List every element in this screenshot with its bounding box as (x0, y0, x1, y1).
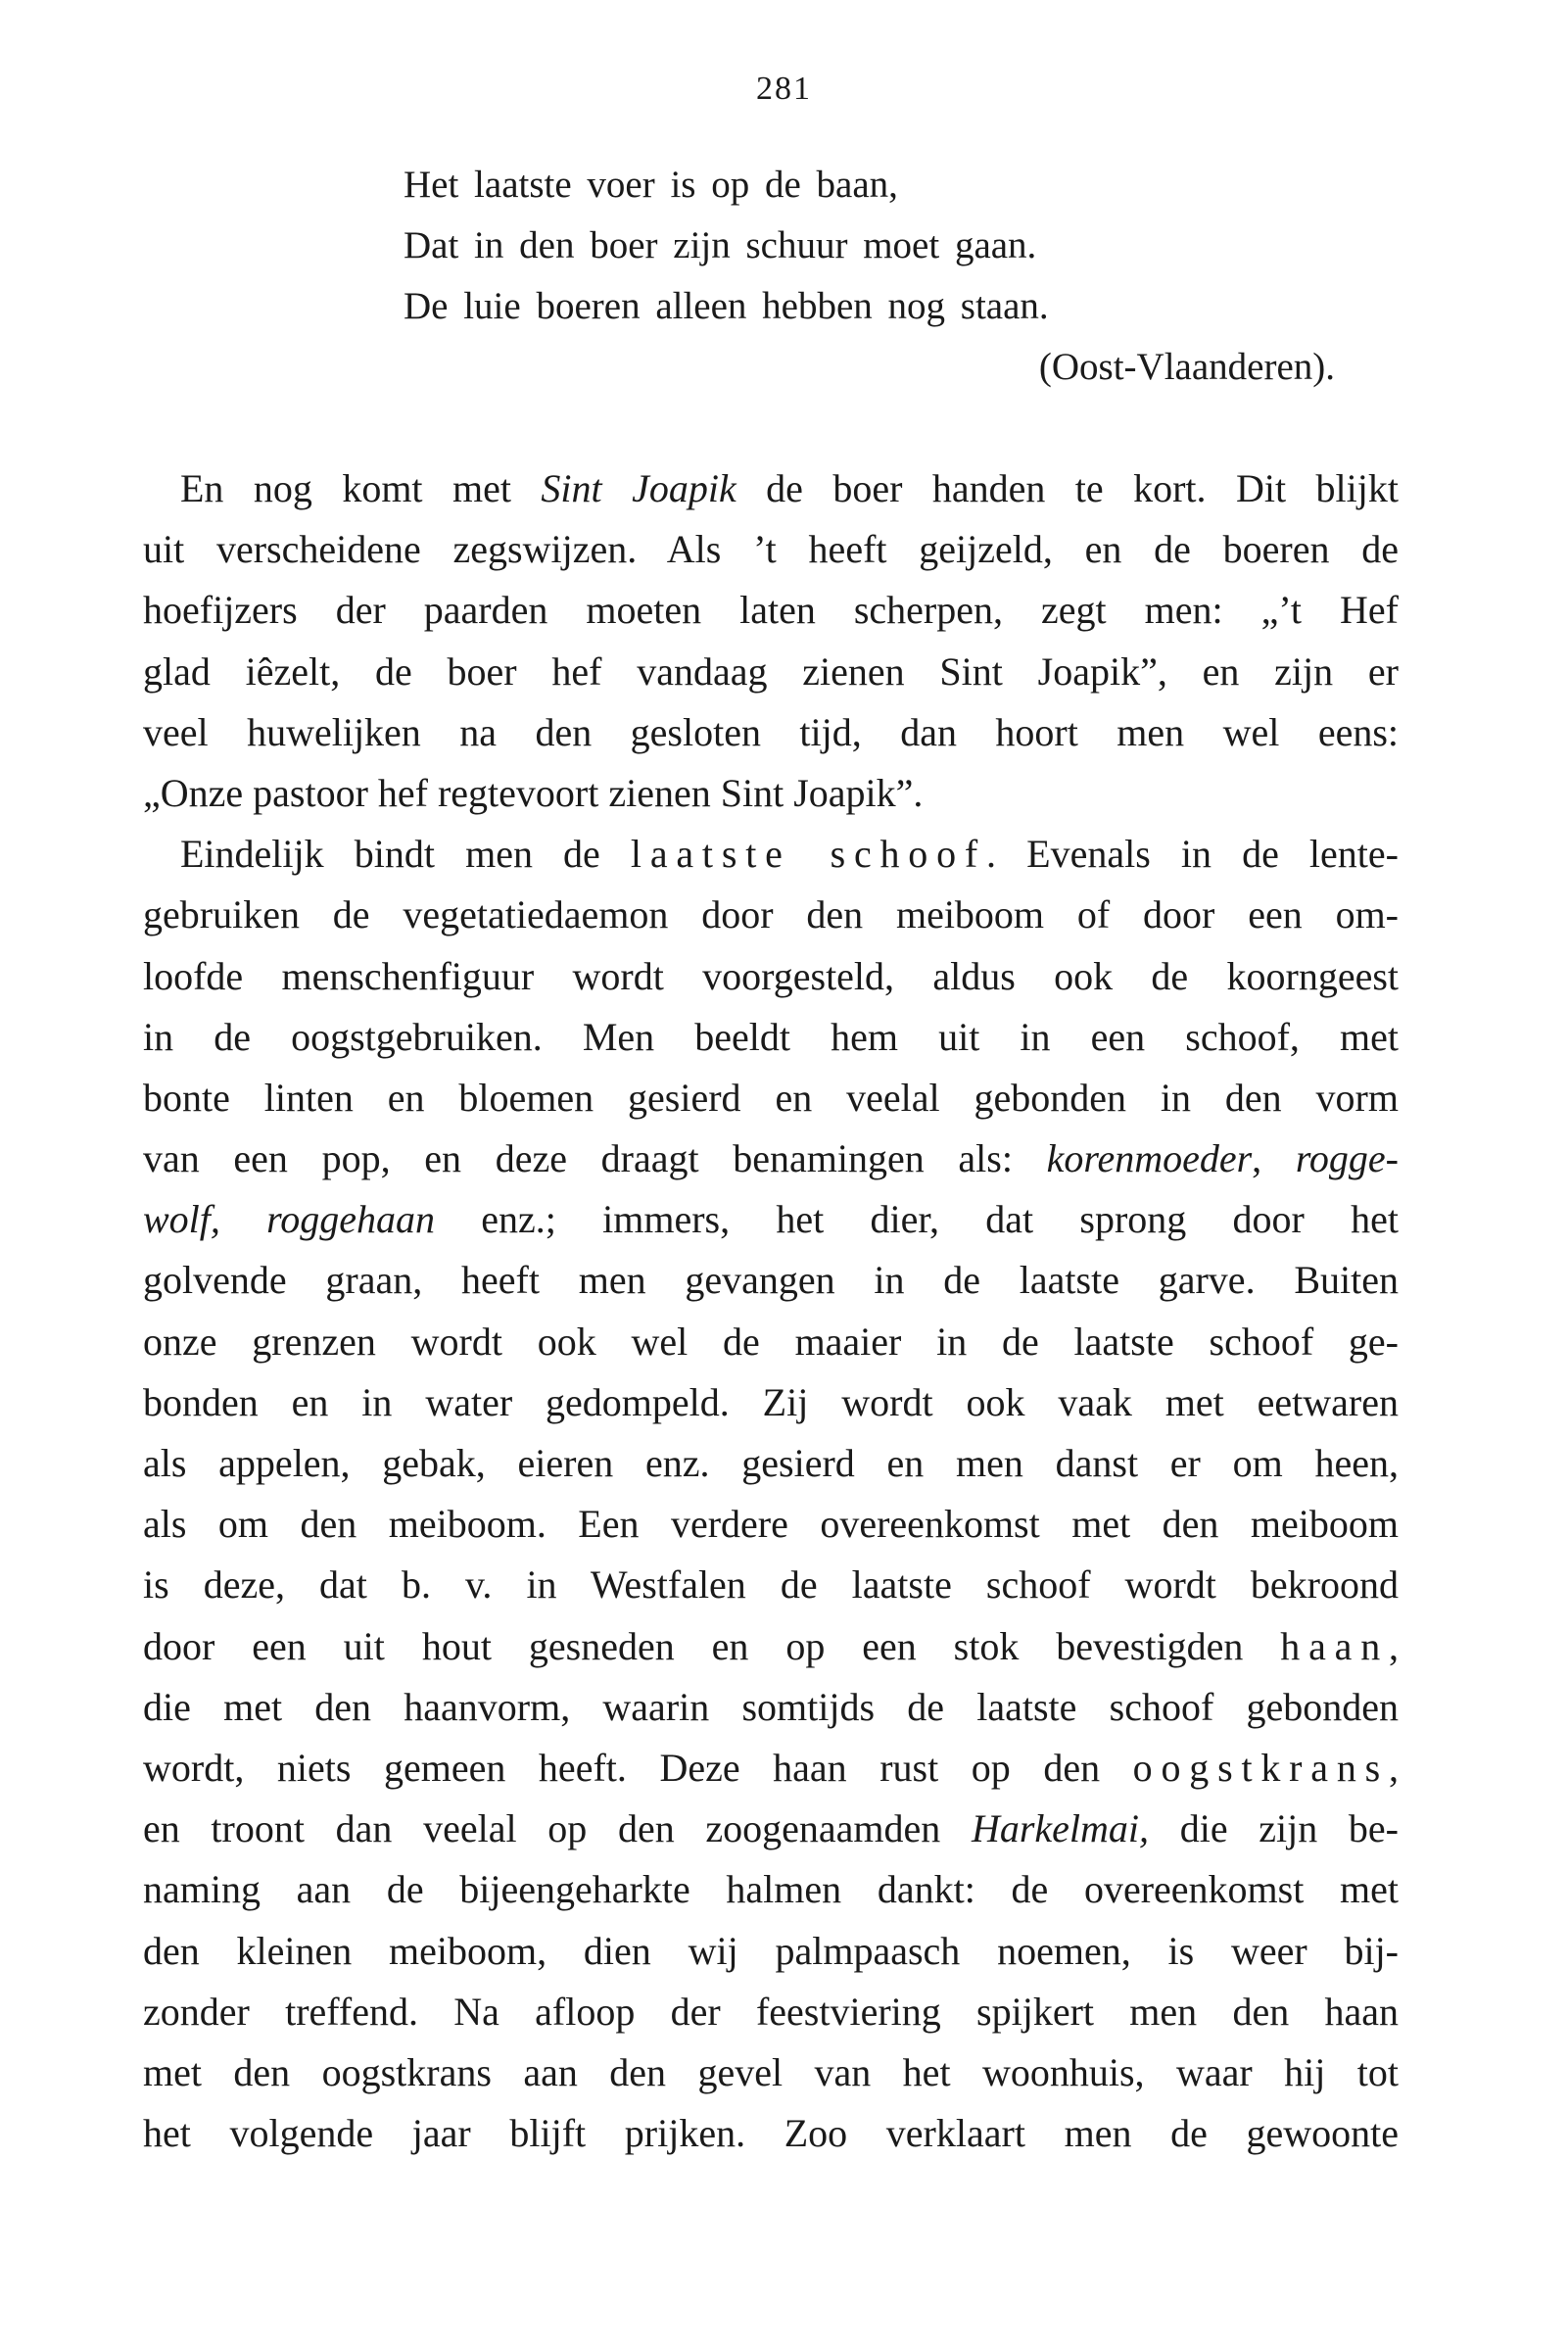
body-text-line (143, 1189, 1399, 1250)
body-text-line (143, 946, 1399, 1007)
text-segment: bonte linten en bloemen gesierd en veelal gebonden in den vorm (143, 1075, 1399, 1120)
italic-text: Harkelmai, (971, 1806, 1150, 1851)
text-segment: door een uit hout gesneden en op een stok bevestigden (143, 1623, 1281, 1668)
body-text-line (143, 1372, 1399, 1433)
text-segment: loofde menschenfiguur wordt voorgesteld, aldus ook de koorngeest (143, 953, 1399, 998)
text-segment: die zijn be- (1149, 1806, 1399, 1851)
body-text-line (143, 519, 1399, 580)
body-text-line (143, 1312, 1399, 1372)
spaced-text: laatste schoof (630, 832, 987, 877)
text-segment: van een pop, en deze draagt benamingen als: (143, 1136, 1047, 1181)
text-segment: . Evenals in de lente- (986, 832, 1399, 877)
text-segment: in de oogstgebruiken. Men beeldt hem uit in een schoof, met (143, 1014, 1399, 1059)
text-segment: is deze, dat b. v. in Westfalen de laatste schoof wordt bekroond (143, 1562, 1399, 1608)
body-text-line (143, 2103, 1399, 2164)
text-segment: glad iêzelt, de boer hef vandaag zienen Sint Joapik”, en zijn er (143, 648, 1399, 694)
page-number: 281 (756, 71, 812, 107)
text-segment: hoefijzers der paarden moeten laten scherpen, zegt men: „’t Hef (143, 588, 1399, 633)
body-text-line (143, 1250, 1399, 1311)
text-segment: zonder treffend. Na afloop der feestviering spijkert men den haan (143, 1989, 1399, 2034)
text-segment: enz.; immers, het dier, dat sprong door het (435, 1197, 1399, 1242)
body-text-line (143, 1859, 1399, 1920)
text-segment: golvende graan, heeft men gevangen in de laatste garve. Buiten (143, 1258, 1399, 1303)
text-segment: den kleinen meiboom, dien wij palmpaasch noemen, is weer bij- (143, 1928, 1399, 1973)
poem-source: (Oost-Vlaanderen). (1038, 346, 1335, 388)
text-segment: met den oogstkrans aan den gevel van het woonhuis, waar hij tot (143, 2049, 1399, 2094)
body-text-line (143, 1738, 1399, 1799)
body-text-line (143, 458, 1399, 519)
body-text-line (143, 1555, 1399, 1615)
body-text-line (143, 1677, 1399, 1738)
text-segment: het volgende jaar blijft prijken. Zoo verklaart men de gewoonte (143, 2111, 1399, 2156)
text-segment: uit verscheidene zegswijzen. Als ’t heeft geijzeld, en de boeren de (143, 527, 1399, 572)
body-text-line (143, 642, 1399, 702)
body-text (143, 458, 1399, 2164)
text-segment: Eindelijk bindt men de (180, 832, 631, 877)
text-segment: gebruiken de vegetatiedaemon door den meiboom of door een om- (143, 892, 1399, 937)
text-segment: die met den haanvorm, waarin somtijds de laatste schoof gebonden (143, 1684, 1399, 1729)
body-text-line (143, 2042, 1399, 2103)
body-text-line (143, 1128, 1399, 1189)
body-text-line (143, 763, 1399, 824)
body-text-line (143, 1616, 1399, 1677)
text-segment: , (1389, 1623, 1399, 1668)
body-text-line (143, 1982, 1399, 2042)
text-segment: , (1252, 1136, 1296, 1181)
body-text-line (143, 1921, 1399, 1982)
body-text-line (143, 824, 1399, 885)
body-text-line (143, 1494, 1399, 1555)
text-segment: „Onze pastoor hef regtevoort zienen Sint Joapik”. (143, 770, 924, 815)
text-segment: , (1389, 1745, 1399, 1790)
text-segment: en troont dan veelal op den zoogenaamden (143, 1806, 972, 1851)
italic-text: rogge- (1295, 1136, 1399, 1181)
text-segment: veel huwelijken na den gesloten tijd, dan hoort men wel eens: (143, 709, 1399, 754)
text-segment: als appelen, gebak, eieren enz. gesierd en men danst er om heen, (143, 1441, 1399, 1485)
poem-line: Het laatste voer is op de baan, (404, 164, 898, 206)
italic-text: wolf, (143, 1197, 220, 1242)
text-segment: als om den meiboom. Een verdere overeenkomst met den meiboom (143, 1502, 1399, 1547)
body-text-line (143, 702, 1399, 763)
body-text-line (143, 1007, 1399, 1068)
body-text-line (143, 1068, 1399, 1128)
poem (404, 155, 1344, 337)
text-segment: de boer handen te kort. Dit blijkt (736, 466, 1399, 510)
italic-text: korenmoeder (1046, 1136, 1253, 1181)
text-segment (220, 1197, 266, 1241)
poem-line: Dat in den boer zijn schuur moet gaan. (404, 224, 1037, 266)
text-segment: En nog komt met (180, 466, 542, 510)
text-segment: wordt, niets gemeen heeft. Deze haan rust op den (143, 1745, 1133, 1790)
poem-line: De luie boeren alleen hebben nog staan. (404, 285, 1049, 327)
text-segment: onze grenzen wordt ook wel de maaier in de laatste schoof ge- (143, 1319, 1399, 1364)
italic-text: roggehaan (266, 1197, 435, 1242)
italic-text: Sint Joapik (541, 466, 736, 510)
text-segment: naming aan de bijeengeharkte halmen dankt: de overeenkomst met (143, 1867, 1399, 1912)
body-text-line (143, 885, 1399, 945)
body-text-line (143, 1433, 1399, 1494)
body-text-line (143, 580, 1399, 641)
spaced-text: oogstkrans (1132, 1745, 1389, 1790)
spaced-text: haan (1280, 1623, 1389, 1668)
body-text-line (143, 1799, 1399, 1859)
text-segment: bonden en in water gedompeld. Zij wordt ook vaak met eetwaren (143, 1379, 1399, 1424)
